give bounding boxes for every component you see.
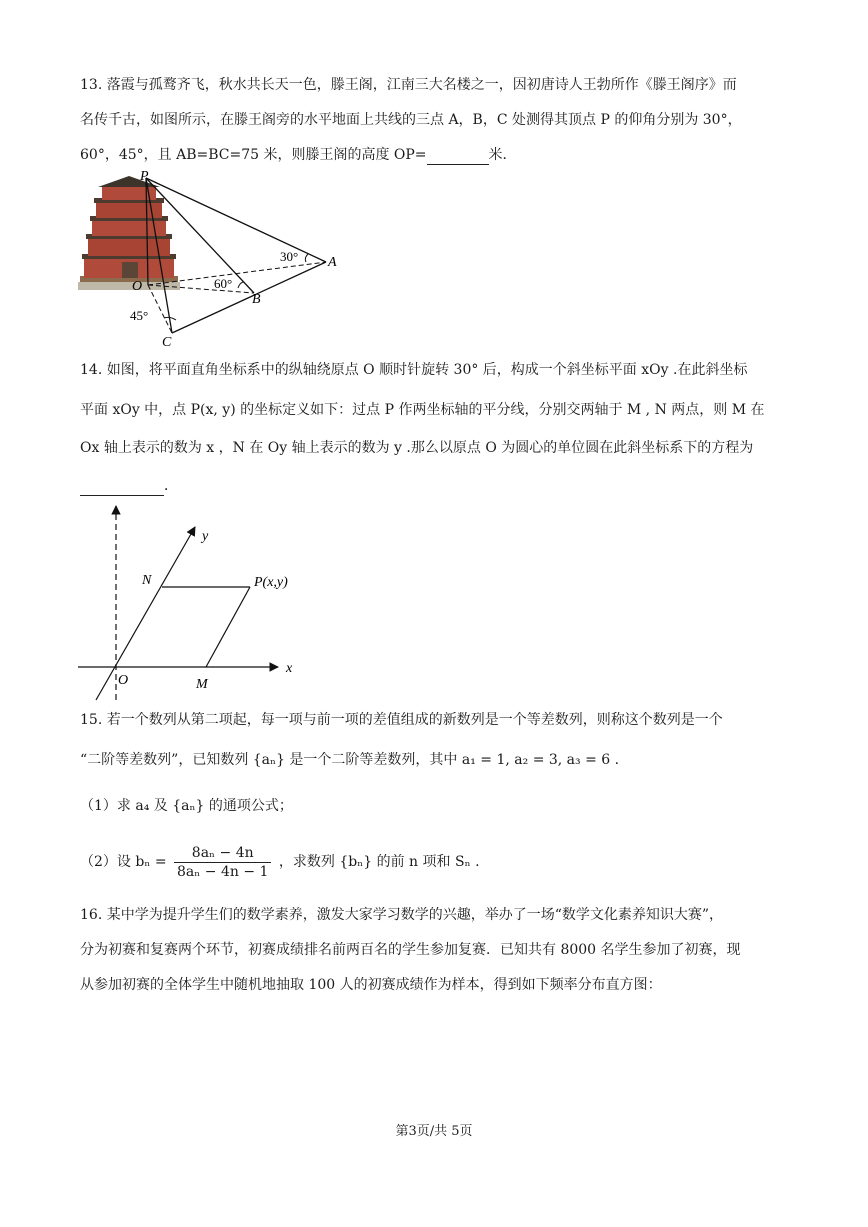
label-O: O [118,673,129,688]
axis-y-label: y [202,529,209,544]
answer-blank [80,481,164,496]
q14-line3: Ox 轴上表示的数为 x ，N 在 Oy 轴上表示的数为 y .那么以原点 O 为圆心的单位圆在此斜坐标系下的方程为 [80,440,754,456]
angle-45-label: 45° [130,308,149,323]
label-C: C [162,335,172,348]
q15-part1: （1）求 a₄ 及 {aₙ} 的通项公式； [80,798,293,814]
label-O: O [132,279,143,294]
q13-line3 [80,145,808,165]
q13-line3-text: 60°，45°，且 AB=BC=75 米，则滕王阁的高度 OP= [80,147,427,163]
q15-part2-lead: （2）设 bₙ = [80,854,167,870]
q13-figure [78,170,348,348]
label-A: A [328,255,337,270]
angle-30-label: 30° [280,249,299,264]
q14-line4-end: ． [164,478,178,494]
pavilion-image [78,176,180,290]
q14-figure [78,500,318,705]
fraction-numerator: 8aₙ − 4n [174,844,271,863]
q13-line1: 13. 落霞与孤鹜齐飞，秋水共长天一色，滕王阁，江南三大名楼之一，因初唐诗人王勃所作《滕王阁序》而 [80,77,737,93]
fraction [174,844,271,881]
q15-part2 [80,842,808,882]
q16-line1: 16. 某中学为提升学生们的数学素养，激发大家学习数学的兴趣，举办了一场“数学文化素养知识大赛”， [80,907,724,923]
label-P: P [140,170,149,184]
label-B: B [252,292,261,307]
label-M: M [196,677,208,692]
q15-line2: “二阶等差数列”，已知数列 {aₙ} 是一个二阶等差数列，其中 a₁ = 1, a₂ = 3, a₃ = 6 . [80,752,620,768]
fraction-denominator: 8aₙ − 4n − 1 [177,863,269,880]
q15-line1: 15. 若一个数列从第二项起，每一项与前一项的差值组成的新数列是一个等差数列，则称这个数列是一个 [80,712,723,728]
q16-line3: 从参加初赛的全体学生中随机地抽取 100 人的初赛成绩作为样本，得到如下频率分布直方图： [80,977,662,993]
q13-line3-unit: 米． [488,147,517,163]
angle-60-label: 60° [214,276,233,291]
page-footer: 第3页/共 5页 [395,1124,473,1139]
q14-line2: 平面 xOy 中，点 P(x, y) 的坐标定义如下：过点 P 作两坐标轴的平分线，分别交两轴于 M , N 两点，则 M 在 [80,402,765,418]
q15-part2-tail: ，求数列 {bₙ} 的前 n 项和 Sₙ . [278,854,480,870]
q14-line4 [80,476,808,496]
q16-line2: 分为初赛和复赛两个环节，初赛成绩排名前两百名的学生参加复赛．已知共有 8000 名学生参加了初赛，现 [80,942,741,958]
label-P: P(x,y) [254,575,288,590]
axis-x-label: x [286,661,293,676]
q13-line2: 名传千古，如图所示，在滕王阁旁的水平地面上共线的三点 A，B，C 处测得其顶点 P 的仰角分别为 30°， [80,112,742,128]
q14-line1: 14. 如图，将平面直角坐标系中的纵轴绕原点 O 顺时针旋转 30° 后，构成一个斜坐标平面 xOy .在此斜坐标 [80,362,748,378]
answer-blank [427,150,489,165]
label-N: N [142,573,152,588]
